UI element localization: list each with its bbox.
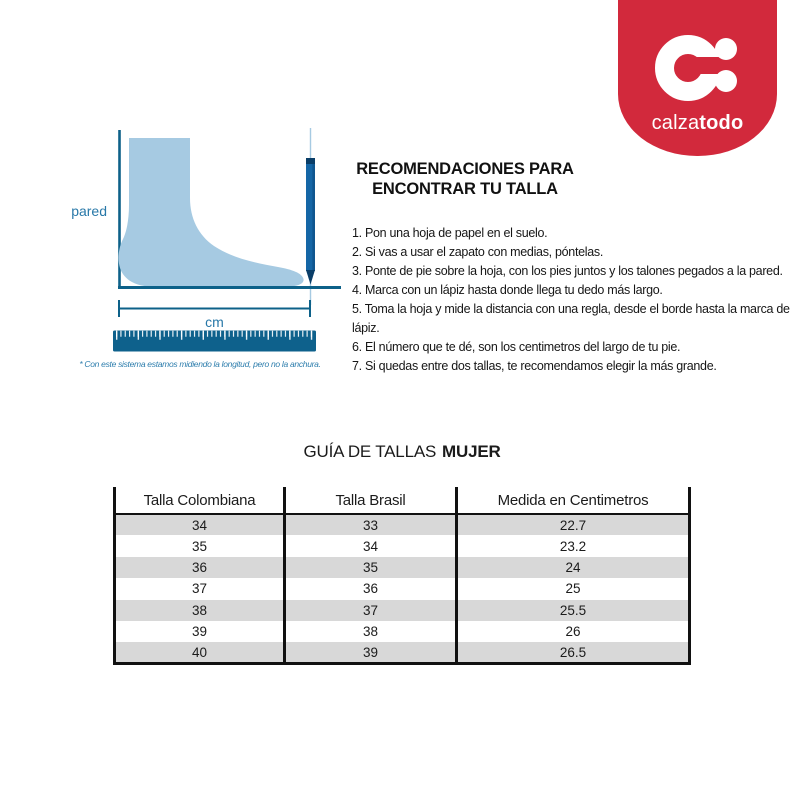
cell: 23.2	[457, 535, 690, 556]
column-header-talla-colombiana: Talla Colombiana	[115, 487, 285, 514]
ruler-icon	[113, 331, 316, 352]
recommendations-title	[333, 160, 597, 199]
table-row	[115, 535, 690, 556]
table-header-row	[115, 487, 690, 514]
cell: 38	[115, 600, 285, 621]
table-title-bold: MUJER	[442, 442, 501, 461]
cell: 38	[285, 621, 457, 642]
cm-label: cm	[205, 314, 224, 330]
cell: 33	[285, 514, 457, 535]
table-title-regular: GUÍA DE TALLAS	[303, 442, 437, 461]
table-row	[115, 514, 690, 535]
logo-colon-dot-bottom	[715, 70, 737, 92]
foot-shape	[119, 138, 304, 287]
table-row	[115, 621, 690, 642]
cell: 36	[115, 557, 285, 578]
table-title	[115, 417, 690, 487]
cell: 37	[115, 578, 285, 599]
cell: 24	[457, 557, 690, 578]
recommendation-step: 2. Si vas a usar el zapato con medias, póntelas.	[352, 245, 604, 259]
recommendation-step: 1. Pon una hoja de papel en el suelo.	[352, 226, 548, 240]
recommendation-step: 7. Si quedas entre dos tallas, te recomendamos elegir la más grande.	[352, 359, 717, 373]
recommendation-step: 4. Marca con un lápiz hasta donde llega tu dedo más largo.	[352, 283, 663, 297]
measuring-note: * Con este sistema estamos midiendo la longitud, pero no la anchura.	[79, 359, 321, 369]
cell: 40	[115, 642, 285, 663]
cell: 22.7	[457, 514, 690, 535]
cell: 36	[285, 578, 457, 599]
recommendations-list	[352, 224, 800, 376]
cell: 37	[285, 600, 457, 621]
recommendations-title-line1: RECOMENDACIONES PARA	[356, 160, 574, 178]
cell: 34	[115, 514, 285, 535]
cell: 35	[115, 535, 285, 556]
logo-wordmark	[618, 112, 777, 135]
foot-measuring-illustration	[55, 118, 350, 358]
cell: 35	[285, 557, 457, 578]
wall-label: pared	[71, 203, 107, 219]
column-header-talla-brasil: Talla Brasil	[285, 487, 457, 514]
cell: 39	[285, 642, 457, 663]
logo-wordmark-regular: calza	[651, 112, 700, 134]
table-row	[115, 557, 690, 578]
size-guide-table	[113, 417, 691, 665]
cell: 25.5	[457, 600, 690, 621]
pencil-icon	[306, 158, 315, 285]
table-title-row	[115, 417, 690, 487]
cell: 34	[285, 535, 457, 556]
recommendations-title-line2: ENCONTRAR TU TALLA	[372, 179, 558, 198]
recommendation-step: 3. Ponte de pie sobre la hoja, con los pies juntos y los talones pegados a la pared.	[352, 264, 783, 278]
table-row	[115, 578, 690, 599]
cell: 39	[115, 621, 285, 642]
logo-colon-dot-top	[715, 38, 737, 60]
table-row	[115, 642, 690, 663]
table-row	[115, 600, 690, 621]
cell: 26	[457, 621, 690, 642]
column-header-medida-cm: Medida en Centimetros	[457, 487, 690, 514]
recommendation-step: 5. Toma la hoja y mide la distancia con una regla, desde el borde hasta la marca de lápiz.	[352, 302, 790, 335]
logo-c-icon	[618, 0, 777, 110]
cell: 26.5	[457, 642, 690, 663]
calzatodo-logo	[618, 0, 777, 156]
recommendation-step: 6. El número que te dé, son los centimetros del largo de tu pie.	[352, 340, 681, 354]
logo-wordmark-bold: todo	[699, 112, 744, 134]
cell: 25	[457, 578, 690, 599]
